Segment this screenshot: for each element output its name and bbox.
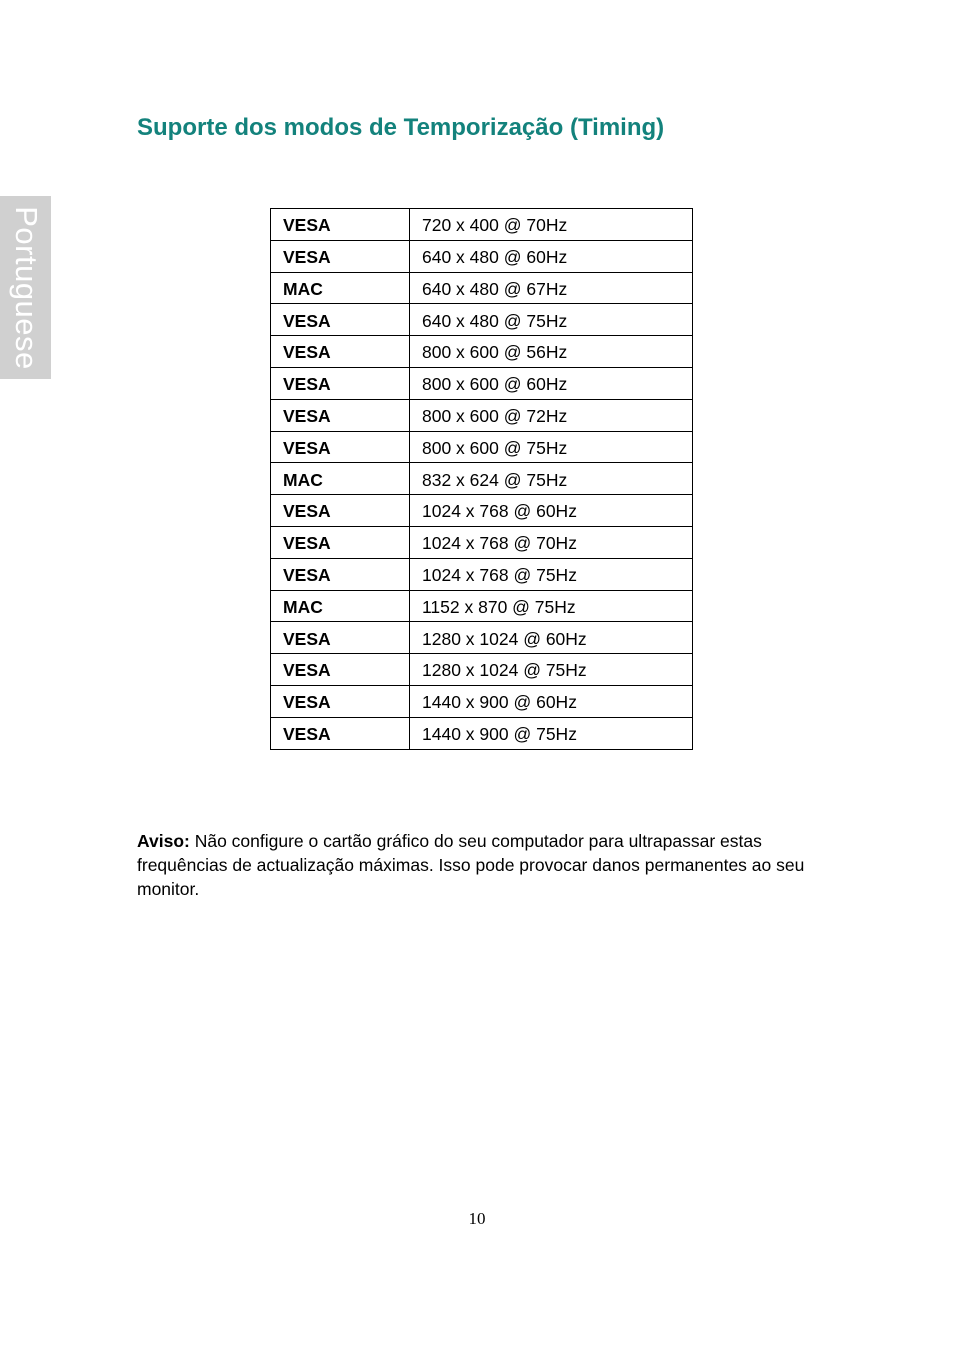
table-row <box>271 717 693 749</box>
timing-standard-cell: VESA <box>271 622 410 654</box>
table-row <box>271 336 693 368</box>
table-row <box>271 622 693 654</box>
timing-mode-cell: 1024 x 768 @ 70Hz <box>410 526 693 558</box>
timing-standard-cell: MAC <box>271 272 410 304</box>
timing-standard-cell: VESA <box>271 431 410 463</box>
table-row <box>271 240 693 272</box>
table-row <box>271 590 693 622</box>
timing-mode-cell: 640 x 480 @ 60Hz <box>410 240 693 272</box>
table-row <box>271 399 693 431</box>
table-row <box>271 526 693 558</box>
timing-standard-cell: VESA <box>271 304 410 336</box>
timing-mode-cell: 800 x 600 @ 72Hz <box>410 399 693 431</box>
table-row <box>271 685 693 717</box>
table-row <box>271 304 693 336</box>
timing-mode-cell: 720 x 400 @ 70Hz <box>410 209 693 241</box>
notice-label: Aviso: <box>137 831 190 851</box>
notice-paragraph <box>137 829 827 901</box>
timing-standard-cell: VESA <box>271 399 410 431</box>
timing-mode-cell: 1024 x 768 @ 60Hz <box>410 495 693 527</box>
timing-standard-cell: VESA <box>271 336 410 368</box>
language-side-tab <box>0 196 51 379</box>
timing-mode-cell: 800 x 600 @ 75Hz <box>410 431 693 463</box>
table-row <box>271 367 693 399</box>
timing-standard-cell: VESA <box>271 685 410 717</box>
timing-mode-cell: 800 x 600 @ 60Hz <box>410 367 693 399</box>
timing-mode-cell: 640 x 480 @ 75Hz <box>410 304 693 336</box>
timing-standard-cell: VESA <box>271 526 410 558</box>
timing-standard-cell: VESA <box>271 367 410 399</box>
timing-mode-cell: 832 x 624 @ 75Hz <box>410 463 693 495</box>
notice-text: Não configure o cartão gráfico do seu computador para ultrapassar estas frequências de actualização máximas. Isso pode provocar danos permanentes ao seu monitor. <box>137 831 805 899</box>
timing-mode-cell: 800 x 600 @ 56Hz <box>410 336 693 368</box>
timing-modes-table <box>270 208 693 750</box>
timing-mode-cell: 1024 x 768 @ 75Hz <box>410 558 693 590</box>
timing-mode-cell: 1440 x 900 @ 75Hz <box>410 717 693 749</box>
table-row <box>271 272 693 304</box>
timing-standard-cell: VESA <box>271 717 410 749</box>
page-title: Suporte dos modos de Temporização (Timing) <box>137 114 665 141</box>
timing-standard-cell: MAC <box>271 590 410 622</box>
timing-standard-cell: MAC <box>271 463 410 495</box>
timing-standard-cell: VESA <box>271 654 410 686</box>
table-row <box>271 654 693 686</box>
table-row <box>271 463 693 495</box>
timing-standard-cell: VESA <box>271 558 410 590</box>
timing-mode-cell: 1280 x 1024 @ 60Hz <box>410 622 693 654</box>
timing-standard-cell: VESA <box>271 495 410 527</box>
timing-mode-cell: 640 x 480 @ 67Hz <box>410 272 693 304</box>
table-row <box>271 209 693 241</box>
table-row <box>271 558 693 590</box>
timing-standard-cell: VESA <box>271 209 410 241</box>
timing-mode-cell: 1152 x 870 @ 75Hz <box>410 590 693 622</box>
timing-standard-cell: VESA <box>271 240 410 272</box>
page-number: 10 <box>468 1209 486 1228</box>
table-row <box>271 495 693 527</box>
language-label: Portuguese <box>8 205 44 370</box>
table-row <box>271 431 693 463</box>
timing-mode-cell: 1440 x 900 @ 60Hz <box>410 685 693 717</box>
timing-table-body <box>271 209 693 750</box>
timing-mode-cell: 1280 x 1024 @ 75Hz <box>410 654 693 686</box>
